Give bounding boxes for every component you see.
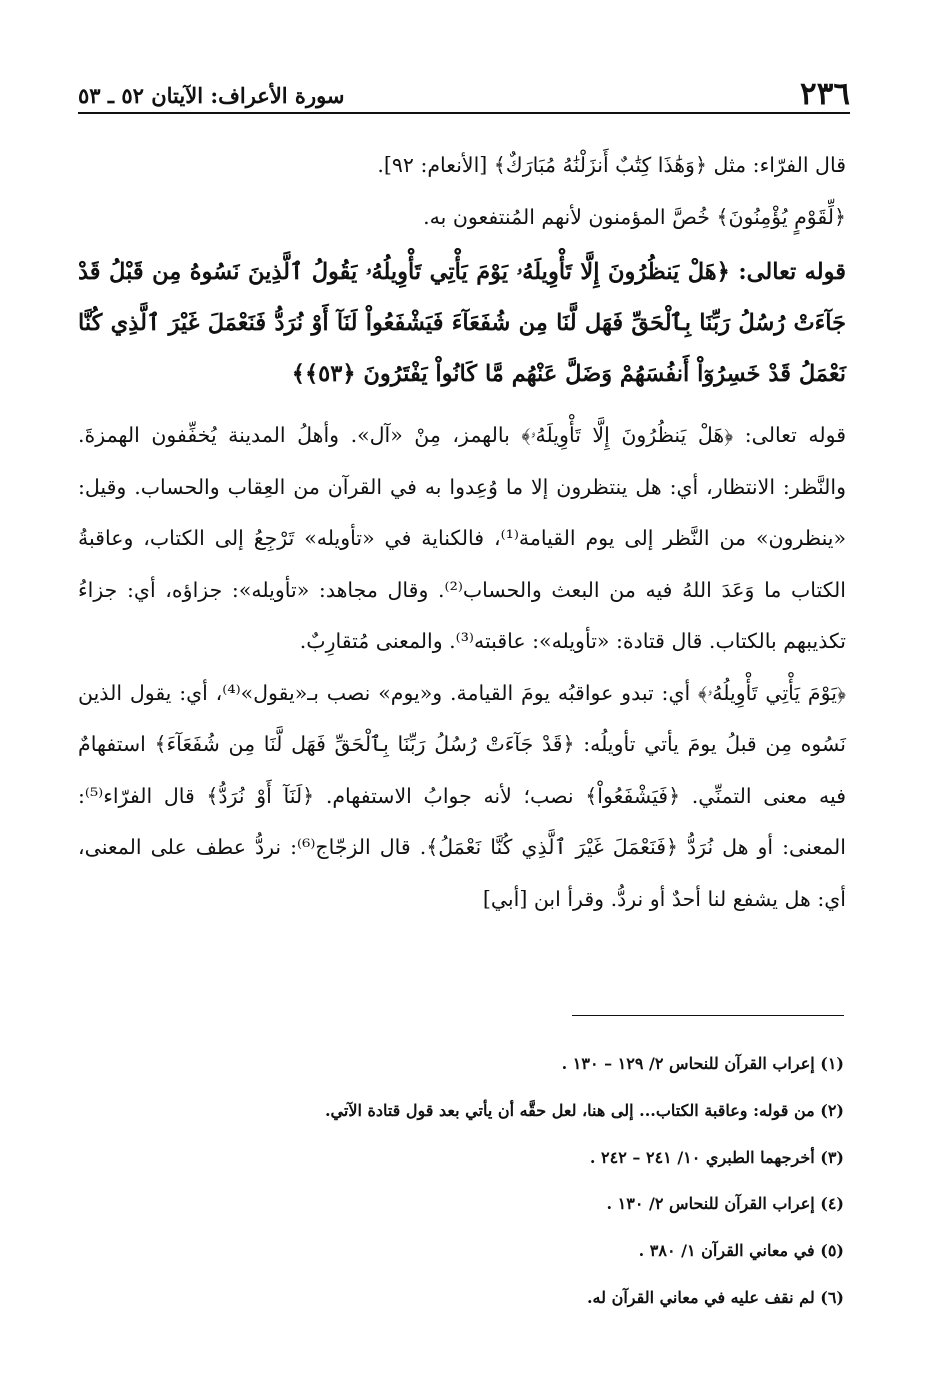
main-text — [78, 140, 846, 925]
footnote-item: (٢) من قوله: وعاقبة الكتاب... إلى هنا، لعل حقَّه أن يأتي بعد قول قتادة الآتي. — [324, 1100, 844, 1120]
footnote-item: (٤) إعراب القرآن للنحاس ٢/ ١٣٠ . — [606, 1194, 844, 1214]
page-number: ٢٣٦ — [800, 76, 850, 112]
quran-verse-block — [78, 247, 846, 400]
verse-text: ﴿هَلْ يَنظُرُونَ إِلَّا تَأْوِيلَهُۥ يَوْمَ يَأْتِي تَأْوِيلُهُۥ يَقُولُ ٱلَّذِينَ نَسُوهُ مِن قَبْلُ قَدْ جَآءَتْ رُسُلُ رَبِّنَا بِٱلْحَقِّ فَهَل لَّنَا مِن شُفَعَآءَ فَيَشْفَعُواْ لَنَآ أَوْ نُرَدُّ فَنَعْمَلَ غَيْرَ ٱلَّذِي كُنَّا نَعْمَلُ قَدْ خَسِرُوٓاْ أَنفُسَهُمْ وَضَلَّ عَنْهُم مَّا كَانُواْ يَفْتَرُونَ ﴿٥٣﴾﴾ — [78, 259, 846, 387]
footnote-item: (١) إعراب القرآن للنحاس ٢/ ١٢٩ – ١٣٠ . — [561, 1054, 844, 1073]
footnote-item: (٣) أخرجهما الطبري ١٠/ ٢٤١ – ٢٤٢ . — [589, 1147, 844, 1167]
footnote-divider — [572, 1015, 844, 1016]
paragraph-tafsir-1: قوله تعالى: ﴿هَلْ يَنظُرُونَ إِلَّا تَأْوِيلَهُۥ﴾ بالهمز، مِنْ «آل». وأهلُ المدينة يُخفِّفون الهمزةَ. والنَّظر: الانتظار، أي: هل ينتظرون إلا ما وُعِدوا به في القرآن من العِقاب والحساب. وقيل: «ينظرون» من النَّظر إلى يوم القيامة⁽¹⁾، فالكناية في «تأويله» تَرْجِعُ إلى الكتاب، وعاقبةُ الكتاب ما وَعَدَ اللهُ فيه من البعث والحساب⁽²⁾. وقال مجاهد: «تأويله»: جزاؤه، أي: جزاءُ تكذيبهم بالكتاب. قال قتادة: «تأويله»: عاقبته⁽³⁾. والمعنى مُتقارِبٌ. — [78, 423, 847, 653]
paragraph-tafsir-2: ﴿يَوْمَ يَأْتِي تَأْوِيلُهُۥ﴾ أي: تبدو عواقبُه يومَ القيامة. و«يوم» نصب بـ«يقول»⁽⁴⁾، أي: يقول الذين نَسُوه مِن قبلُ يومَ يأتي تأويلُه: ﴿قَدْ جَآءَتْ رُسُلُ رَبِّنَا بِٱلْحَقِّ فَهَل لَّنَا مِن شُفَعَآءَ﴾ استفهامٌ فيه معنى التمنِّي. ﴿فَيَشْفَعُواْ﴾ نصب؛ لأنه جوابُ الاستفهام. ﴿لَنَآ أَوْ نُرَدُّ﴾ قال الفرّاء⁽⁵⁾: المعنى: أو هل نُرَدُّ ﴿فَنَعْمَلَ غَيْرَ ٱلَّذِي كُنَّا نَعْمَلُ﴾. قال الزجّاج⁽⁶⁾: نردُّ عطف على المعنى، أي: هل يشفع لنا أحدٌ أو نردُّ. وقرأ ابن [أبي] — [78, 680, 846, 911]
footnotes — [78, 1049, 844, 1330]
footnote-item: (٦) لم نقف عليه في معاني القرآن له. — [586, 1287, 844, 1307]
paragraph-farra-citation: قال الفرّاء: مثل ﴿وَهَٰذَا كِتَٰبٌ أَنزَلْنَٰهُ مُبَارَكٌ﴾ [الأنعام: ٩٢]. — [377, 153, 846, 177]
running-title: سورة الأعراف: الآيتان ٥٢ ـ ٥٣ — [78, 83, 345, 108]
page-header — [78, 66, 850, 112]
header-divider — [78, 112, 850, 114]
footnote-item: (٥) في معاني القرآن ١/ ٣٨٠ . — [638, 1241, 844, 1261]
verse-lead: قوله تعالى: — [729, 259, 846, 285]
paragraph-believers: ﴿لِّقَوْمٍ يُؤْمِنُونَ﴾ خُصَّ المؤمنون لأنهم المُنتفعون به. — [423, 204, 846, 229]
